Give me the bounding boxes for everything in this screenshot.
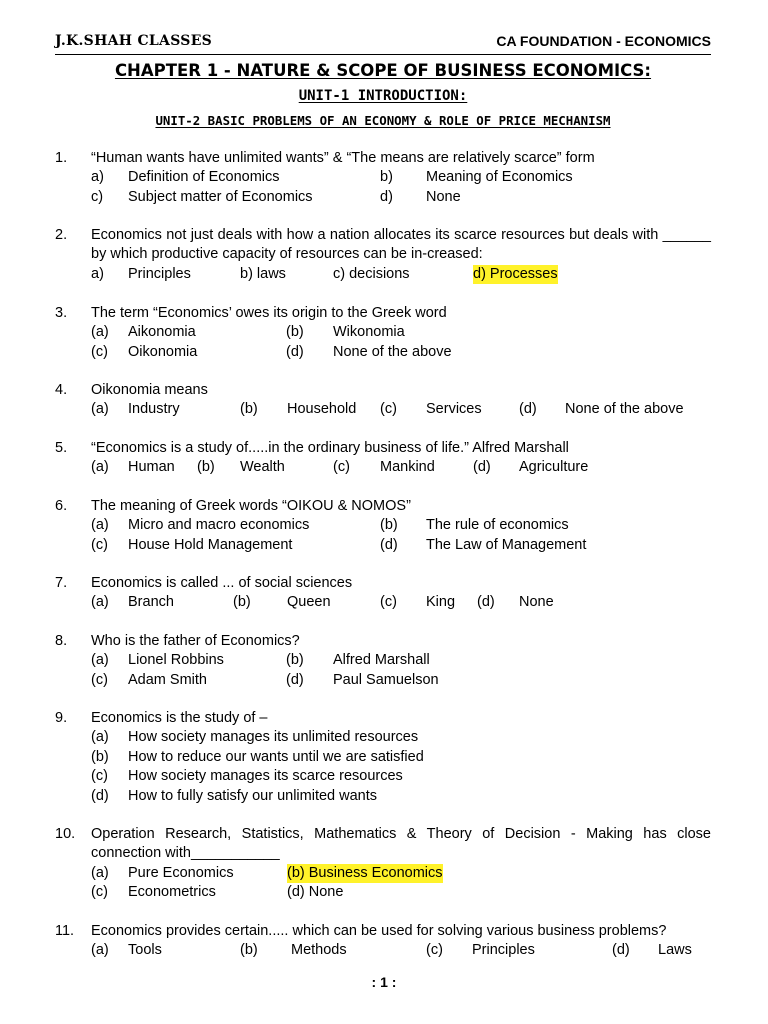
option-a-label: (a) <box>91 729 109 746</box>
option-d: None <box>519 594 554 611</box>
option-b: Wealth <box>240 459 285 476</box>
option-b: Alfred Marshall <box>333 652 430 669</box>
question-number: 9. <box>55 710 68 726</box>
question-text: Economics not just deals with how a nation allocates its scarce resources but deals with ______ by which productive capacity of resources can be in-creased: <box>91 227 711 263</box>
option-a: Tools <box>128 942 162 959</box>
option-d-label: d) <box>380 188 393 205</box>
question-text: The meaning of Greek words “OIKOU & NOMOS” <box>91 498 411 514</box>
option-c-label: (c) <box>333 459 350 476</box>
option-b: Methods <box>291 942 347 959</box>
question-11 <box>55 922 711 961</box>
option-b: b) laws <box>240 265 286 282</box>
question-text: Economics is called ... of social sciences <box>91 575 353 591</box>
chapter-title: CHAPTER 1 - NATURE & SCOPE OF BUSINESS ECONOMICS: <box>114 61 652 80</box>
question-text: “Economics is a study of.....in the ordinary business of life.” Alfred Marshall <box>91 440 569 456</box>
option-d-label: (d) <box>286 671 304 688</box>
question-text: The term “Economics’ owes its origin to the Greek word <box>91 305 447 321</box>
option-c: House Hold Management <box>128 536 293 553</box>
option-d: None of the above <box>333 343 452 360</box>
option-c: Econometrics <box>128 884 216 901</box>
option-c: c) decisions <box>333 265 410 282</box>
option-c-label: (c) <box>91 536 108 553</box>
option-b: Household <box>287 401 357 418</box>
option-d: Agriculture <box>519 459 589 476</box>
option-d: The Law of Management <box>426 536 587 553</box>
option-a: Micro and macro economics <box>128 517 310 534</box>
option-d: Paul Samuelson <box>333 671 439 688</box>
option-c: Services <box>426 401 482 418</box>
question-number: 5. <box>55 440 68 456</box>
question-8 <box>55 632 711 690</box>
header-subject: CA FOUNDATION - ECONOMICS <box>496 33 711 49</box>
question-4 <box>55 381 711 420</box>
option-d: None of the above <box>565 401 684 418</box>
option-a-label: (a) <box>91 459 109 476</box>
option-a: Aikonomia <box>128 324 196 341</box>
option-a-label: a) <box>91 265 104 282</box>
option-a-label: a) <box>91 169 104 186</box>
option-a: How society manages its unlimited resources <box>128 729 419 746</box>
option-a: Pure Economics <box>128 864 234 881</box>
header-rule <box>55 54 711 55</box>
option-b-label: (b) <box>286 652 304 669</box>
option-a-label: (a) <box>91 652 109 669</box>
option-d-label: (d) <box>519 401 537 418</box>
option-c: King <box>426 594 456 611</box>
unit1-title: UNIT-1 INTRODUCTION: <box>298 88 468 104</box>
option-b: How to reduce our wants until we are satisfied <box>128 748 424 765</box>
question-1 <box>55 149 711 207</box>
question-number: 3. <box>55 305 68 321</box>
option-b: The rule of economics <box>426 517 569 534</box>
page-header <box>55 33 711 53</box>
option-d-label: (d) <box>286 343 304 360</box>
question-2 <box>55 226 711 284</box>
option-d: None <box>426 188 461 205</box>
question-number: 2. <box>55 227 68 243</box>
option-b-label: (b) <box>240 942 258 959</box>
question-number: 1. <box>55 150 68 166</box>
option-d-label: (d) <box>91 787 109 804</box>
option-c-label: (c) <box>91 768 108 785</box>
option-d-label: (d) <box>380 536 398 553</box>
title-block <box>55 59 711 130</box>
question-number: 6. <box>55 498 68 514</box>
option-c: Adam Smith <box>128 671 207 688</box>
option-c: Oikonomia <box>128 343 198 360</box>
question-7 <box>55 574 711 613</box>
option-b-label: (b) <box>240 401 258 418</box>
option-c-label: (c) <box>426 942 443 959</box>
option-c-label: (c) <box>91 671 108 688</box>
option-b-label: (b) <box>286 324 304 341</box>
option-c: Principles <box>472 942 535 959</box>
question-10 <box>55 825 711 903</box>
unit2-title: UNIT-2 BASIC PROBLEMS OF AN ECONOMY & ROLE OF PRICE MECHANISM <box>155 113 611 128</box>
option-a-label: (a) <box>91 864 109 881</box>
header-institute: J.K.SHAH CLASSES <box>55 33 213 49</box>
option-c-label: (c) <box>380 401 397 418</box>
question-number: 8. <box>55 633 68 649</box>
option-a-label: (a) <box>91 942 109 959</box>
option-b: Meaning of Economics <box>426 169 573 186</box>
question-text: Economics provides certain..... which can be used for solving various business problems? <box>91 923 667 939</box>
option-b-label: b) <box>380 169 393 186</box>
option-c: Mankind <box>380 459 435 476</box>
option-d-highlighted: d) Processes <box>473 265 558 284</box>
option-a-label: (a) <box>91 401 109 418</box>
question-text: Who is the father of Economics? <box>91 633 300 649</box>
option-d: Laws <box>658 942 692 959</box>
option-c: How society manages its scarce resources <box>128 768 403 785</box>
option-a: Principles <box>128 265 191 282</box>
option-a-label: (a) <box>91 517 109 534</box>
question-6 <box>55 497 711 555</box>
option-b-label: (b) <box>233 594 251 611</box>
question-3 <box>55 304 711 362</box>
option-c-label: (c) <box>91 343 108 360</box>
option-b-label: (b) <box>197 459 215 476</box>
option-b-label: (b) <box>380 517 398 534</box>
option-b-label: (b) <box>91 748 109 765</box>
option-b: Wikonomia <box>333 324 405 341</box>
option-d-label: (d) <box>612 942 630 959</box>
option-a: Definition of Economics <box>128 169 280 186</box>
option-a-label: (a) <box>91 324 109 341</box>
question-text: Oikonomia means <box>91 382 208 398</box>
option-a: Human <box>128 459 175 476</box>
question-number: 11. <box>55 923 75 939</box>
option-b-highlighted: (b) Business Economics <box>287 864 443 883</box>
option-c-label: (c) <box>380 594 397 611</box>
option-d: How to fully satisfy our unlimited wants <box>128 787 378 804</box>
question-text: “Human wants have unlimited wants” & “The means are relatively scarce” form <box>91 150 595 166</box>
question-text: Economics is the study of – <box>91 710 268 726</box>
question-number: 10. <box>55 826 76 842</box>
option-c: Subject matter of Economics <box>128 188 313 205</box>
option-c-label: (c) <box>91 884 108 901</box>
option-b: Queen <box>287 594 331 611</box>
option-c-label: c) <box>91 188 104 205</box>
question-5 <box>55 439 711 478</box>
option-a: Lionel Robbins <box>128 652 224 669</box>
question-number: 4. <box>55 382 68 398</box>
option-d-label: (d) <box>477 594 495 611</box>
question-number: 7. <box>55 575 68 591</box>
page-number: : 1 : <box>371 974 397 990</box>
option-d-label: (d) <box>473 459 491 476</box>
question-9 <box>55 709 711 806</box>
option-d: (d) None <box>287 884 344 901</box>
option-a: Industry <box>128 401 180 418</box>
option-a: Branch <box>128 594 174 611</box>
question-text: Operation Research, Statistics, Mathematics & Theory of Decision - Making has close connection with___________ <box>91 826 711 862</box>
option-a-label: (a) <box>91 594 109 611</box>
